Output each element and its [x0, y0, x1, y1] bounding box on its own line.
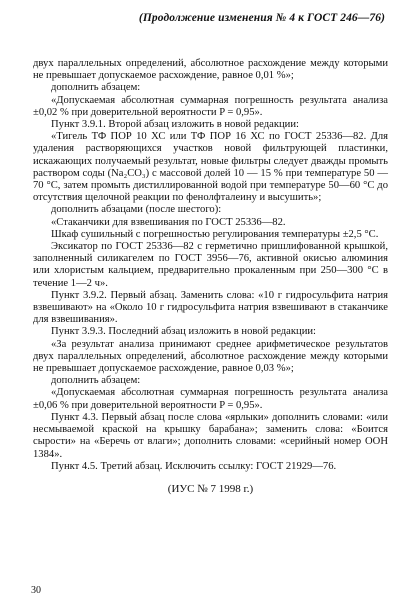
footer-note: (ИУС № 7 1998 г.)	[167, 482, 254, 495]
paragraph: «Стаканчики для взвешивания по ГОСТ 25336—82.	[51, 216, 286, 228]
paragraph: двух параллельных определений, абсолютное расхождение между которыми не превышает допускаемое расхождение, равное 0,01 %»;	[33, 58, 388, 82]
page-number: 30	[31, 585, 41, 596]
paragraph: «За результат анализа принимают среднее арифметическое результатов двух параллельных определений, абсолютное расхождение между которыми не превышает допускаемое расхождение, равное 0,03 %»;	[33, 338, 388, 375]
paragraph: Эксикатор по ГОСТ 25336—82 с герметично пришлифованной крышкой, заполненный силикагелем по ГОСТ 3956—76, активной окисью алюминия или хлористым кальцием, предварительно прокаленным при 250—300 °С в течение 1—2 ч».	[33, 241, 388, 289]
paragraph: Пункт 4.5. Третий абзац. Исключить ссылку: ГОСТ 21929—76.	[51, 460, 337, 472]
paragraph: «Допускаемая абсолютная суммарная погрешность результата анализа ±0,02 % при доверительной вероятности P = 0,95».	[33, 94, 388, 118]
document-body	[33, 58, 388, 495]
paragraph: «Тигель ТФ ПОР 10 ХС или ТФ ПОР 16 ХС по ГОСТ 25336—82. Для удаления растворяющихся участков новой фильтрующей пластинки, искажающих получаемый результат, новые фильтры следует дважды промыть раствором соды (Na₂CO₃) с массовой долей 10 — 15 % при температуре 50 — 70 °С, затем промыть дистиллированной водой при температуре 50—60 °С до отсутствия щелочной реакции по фенолфталеину и высушить»;	[33, 131, 388, 204]
paragraph: Пункт 3.9.3. Последний абзац изложить в новой редакции:	[51, 326, 316, 338]
paragraph: дополнить абзацами (после шестого):	[51, 204, 222, 216]
paragraph: дополнить абзацем:	[51, 82, 141, 94]
page-header: (Продолжение изменения № 4 к ГОСТ 246—76)	[138, 12, 385, 24]
paragraph: «Допускаемая абсолютная суммарная погрешность результата анализа ±0,06 % при доверительной вероятности P = 0,95».	[33, 387, 388, 411]
paragraph: Шкаф сушильный с погрешностью регулирования температуры ±2,5 °С.	[51, 228, 379, 240]
paragraph: Пункт 3.9.2. Первый абзац. Заменить слова: «10 г гидросульфита натрия взвешивают» на «Около 10 г гидросульфита натрия взвешивают в стаканчике для взвешивания».	[33, 289, 388, 326]
paragraph: Пункт 4.3. Первый абзац после слова «ярлыки» дополнить словами: «или несмываемой краской на крышку барабана»; заменить слова: «Боится сырости» на «Беречь от влаги»; дополнить словами: «серийный номер ООН 1384».	[33, 411, 388, 460]
paragraph: дополнить абзацем:	[51, 375, 141, 387]
paragraph: Пункт 3.9.1. Второй абзац изложить в новой редакции:	[51, 119, 299, 131]
